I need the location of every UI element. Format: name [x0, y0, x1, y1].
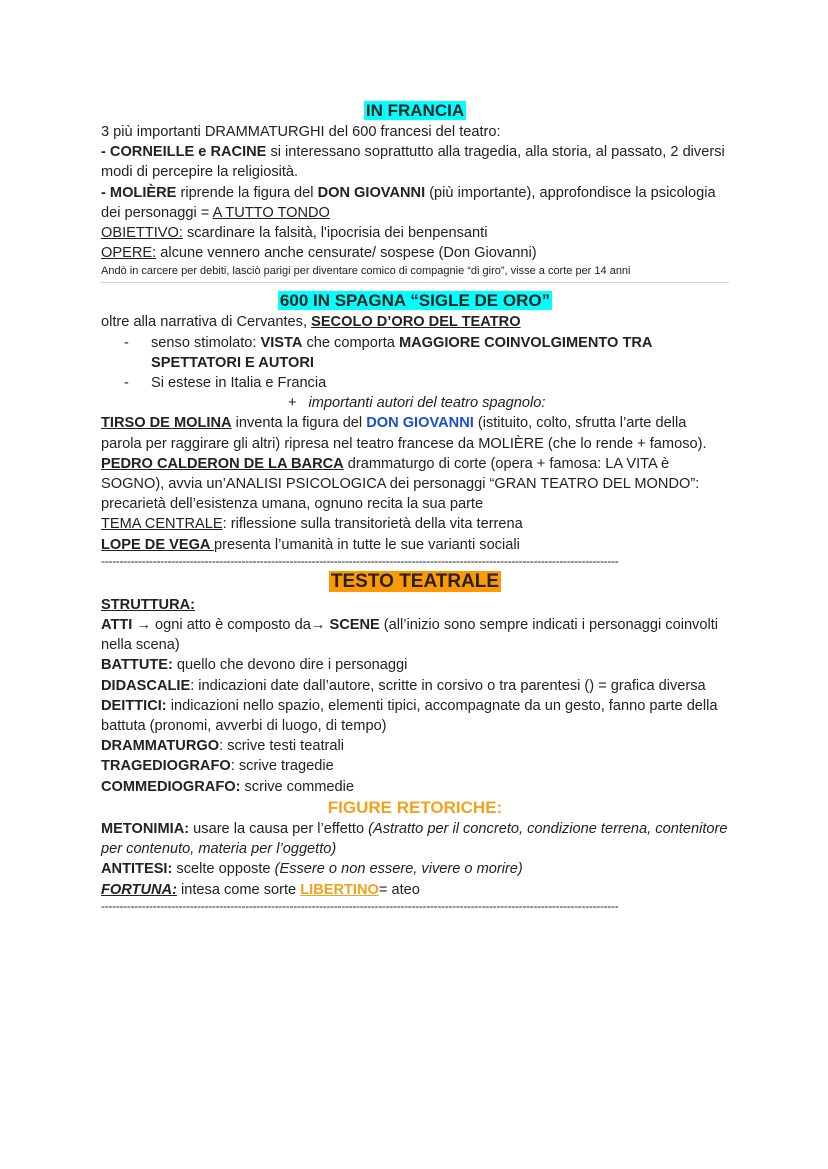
title-highlight: 600 IN SPAGNA “SIGLE DE ORO” — [279, 291, 551, 311]
dash-separator: -------------------------------------------------------------------------------------------------------------------------------------------- — [101, 899, 619, 913]
testo-tragediografo: TRAGEDIOGRAFO: scrive tragedie — [101, 758, 334, 775]
testo-didascalie: DIDASCALIE: indicazioni date dall’autore, scritte in corsivo o tra parentesi () = grafica diversa — [101, 677, 706, 694]
title-highlight: TESTO TEATRALE — [330, 570, 500, 592]
corneille-name: - CORNEILLE e RACINE — [101, 144, 267, 161]
list-item: - Si estese in Italia e Francia — [151, 373, 729, 393]
spagna-lope: LOPE DE VEGA presenta l’umanità in tutte le sue varianti sociali — [101, 536, 520, 553]
francia-opere: OPERE: alcune vennero anche censurate/ sospese (Don Giovanni) — [101, 245, 537, 262]
horizontal-rule — [101, 282, 729, 283]
testo-drammaturgo: DRAMMATURGO: scrive testi teatrali — [101, 738, 344, 755]
spagna-intro: oltre alla narrativa di Cervantes, SECOLO D’ORO DEL TEATRO — [101, 314, 521, 331]
spagna-bullets — [101, 333, 729, 394]
spagna-authors-heading: + importanti autori del teatro spagnolo: — [288, 395, 546, 412]
francia-intro: 3 più importanti DRAMMATURGHI del 600 francesi del teatro: — [101, 124, 501, 140]
figure-metonimia: METONIMIA: usare la causa per l’effetto (Astratto per il concreto, condizione terrena, contenitore per contenuto, materia per l’oggetto) — [101, 820, 728, 858]
testo-commediografo: COMMEDIOGRAFO: scrive commedie — [101, 778, 354, 795]
list-item: - senso stimolato: VISTA che comporta MAGGIORE COINVOLGIMENTO TRA SPETTATORI E AUTORI — [151, 333, 729, 373]
notes-content — [101, 100, 729, 914]
spagna-pedro: PEDRO CALDERON DE LA BARCA drammaturgo di corte (opera + famosa: LA VITA è SOGNO), avvia un’ANALISI PSICOLOGICA dei personaggi “GRAN TEATRO DEL MONDO”: precarietà dell’esistenza umana, ognuno recita la sua parte — [101, 455, 700, 513]
section-title-spagna — [101, 290, 729, 312]
moliere-name: - MOLIÈRE — [101, 184, 177, 201]
section-title-figure: FIGURE RETORICHE: — [327, 797, 503, 817]
francia-obiettivo: OBIETTIVO: scardinare la falsità, l'ipocrisia dei benpensanti — [101, 225, 488, 242]
title-highlight: IN FRANCIA — [365, 101, 465, 120]
francia-note: Andò in carcere per debiti, lasciò parigi per diventare comico di compagnie “di giro”, visse a corte per 14 anni — [101, 265, 631, 278]
figure-antitesi: ANTITESI: scelte opposte (Essere o non essere, vivere o morire) — [101, 861, 523, 878]
testo-atti: ATTI → ogni atto è composto da→ SCENE (all’inizio sono sempre indicati i personaggi coinvolti nella scena) — [101, 617, 719, 654]
testo-battute: BATTUTE: quello che devono dire i personaggi — [101, 657, 408, 674]
francia-moliere: - MOLIÈRE riprende la figura del DON GIOVANNI (più importante), approfondisce la psicologia dei personaggi = A TUTTO TONDO — [101, 184, 716, 221]
figure-fortuna: FORTUNA: intesa come sorte LIBERTINO= ateo — [101, 881, 420, 898]
spagna-tema: TEMA CENTRALE: riflessione sulla transitorietà della vita terrena — [101, 516, 523, 533]
testo-deittici: DEITTICI: indicazioni nello spazio, elementi tipici, accompagnate da un gesto, fanno parte della battuta (pronomi, avverbi di luogo, di tempo) — [101, 697, 718, 735]
francia-corneille: - CORNEILLE e RACINE si interessano soprattutto alla tragedia, alla storia, al passato, 2 diversi modi di percepire la religiosità. — [101, 144, 725, 181]
section-title-testo — [101, 569, 729, 595]
testo-struttura: STRUTTURA: — [101, 596, 196, 613]
section-title-francia — [101, 100, 729, 122]
spagna-tirso: TIRSO DE MOLINA inventa la figura del DON GIOVANNI (istituito, colto, sfrutta l’arte della parola per raggirare gli altri) ripresa nel teatro francese da MOLIÈRE (che lo rende + famoso). — [101, 415, 707, 452]
dash-separator: -------------------------------------------------------------------------------------------------------------------------------------------- — [101, 554, 619, 568]
